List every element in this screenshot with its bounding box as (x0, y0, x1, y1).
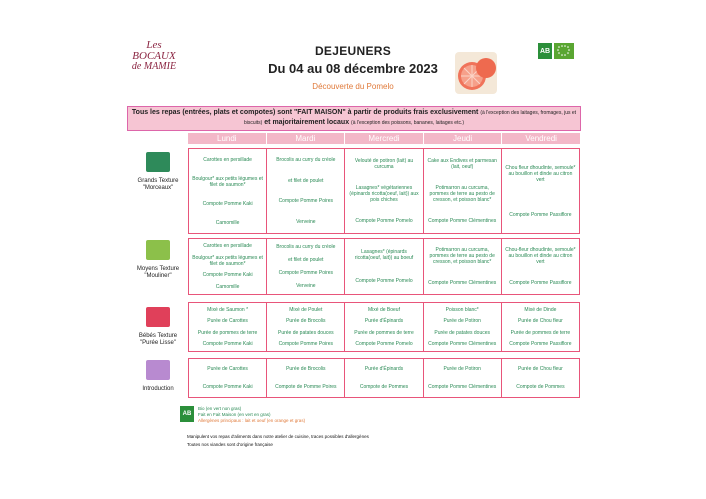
logo-line1: Les BOCAUX (132, 39, 176, 62)
menu-item-text: Potimarron au curcuma, pommes de terre au pesto de cresson, et poisson blanc* (429, 184, 495, 203)
menu-row-moyens (188, 238, 580, 295)
menu-item-text: Purée de Brocolis (286, 318, 326, 325)
menu-cell (267, 149, 345, 233)
menu-item-text: Purée de Chou fleur (518, 318, 563, 325)
menu-item-text: Purée d'Épinards (364, 366, 404, 372)
menu-cell (189, 359, 267, 397)
menu-item-text: Chou fleur dhoudinte, semoule* au bouillon et dinde au citron vert (505, 164, 576, 183)
menu-item-text: Compote Pomme Poires (278, 270, 334, 277)
menu-cell (424, 303, 502, 351)
organic-logos (538, 43, 574, 59)
menu-item-text: Compote Pomme Pomelo (355, 278, 413, 285)
menu-cell (267, 303, 345, 351)
menu-item-text: Compote Pomme Clémentines (428, 218, 497, 225)
menu-item-text: Compote de Pommes (516, 384, 565, 390)
menu-cell (502, 149, 579, 233)
menu-item-text: Compote de Pommes (359, 384, 409, 390)
banner-text-4: (à l'exception des poissons, bananes, laitages etc.) (351, 120, 465, 126)
menu-cell (345, 149, 423, 233)
menu-item-text: Compote Pomme Clémentines (428, 279, 497, 286)
menu-item-text: Purée de Potiron (443, 318, 481, 325)
menu-item-text: Purée de pommes de terre (354, 329, 414, 336)
menu-cell (267, 239, 345, 294)
legend (198, 406, 305, 424)
day-monday: Lundi (188, 133, 266, 144)
page-title: DEJEUNERS (314, 44, 392, 58)
menu-item-text: Chou-fleur dhoudinte, semoule* au bouillon et dinde au citron vert (505, 247, 576, 266)
menu-item-text: Compote Pomme Kaki (202, 384, 253, 390)
menu-cell (189, 239, 267, 294)
menu-item-text: et filet de poulet (288, 256, 324, 263)
menu-item-text: Boulgour* aux petits légumes et filet de saumon* (192, 175, 263, 188)
footer-line2: Toutes nos viandes sont d'origine française (187, 442, 273, 447)
menu-item-text: Purée de pommes de terre (197, 329, 258, 336)
menu-item-text: Compote de Pomme Poires (275, 384, 337, 390)
menu-item-text: Lasagnes* (épinards ricotta(oeuf, lait)) au boeuf (354, 248, 414, 261)
menu-item-text: Camomille (215, 219, 240, 226)
menu-item-text: Purée de Carottes (207, 318, 248, 325)
menu-item-text: Mixé de Dinde (524, 306, 557, 313)
menu-item-text: Purée de patates douces (278, 329, 334, 336)
page-title-block (250, 44, 456, 91)
menu-item-text: Brocolis au curry du créole (276, 243, 336, 250)
menu-item-text: Purée de Carottes (207, 366, 248, 372)
menu-cell (424, 239, 502, 294)
menu-item-text: Velouté de potiron (lait) au curcuma (354, 157, 414, 170)
jar-thumbnail-icon (146, 240, 170, 260)
menu-item-text: Cake aux Endives et parmesan (lait, oeuf) (427, 157, 497, 170)
menu-item-text: Verveine (296, 283, 316, 290)
day-tuesday: Mardi (267, 133, 345, 144)
menu-row-bebes (188, 302, 580, 352)
menu-item-text: Purée de patates douces (434, 329, 491, 336)
footer-line1: Manipulent vos repas d'aliments dans notre atelier de cuisine, traces possibles d'allergènes (187, 434, 369, 439)
eu-organic-leaf-icon (554, 43, 574, 59)
menu-item-text: Lasagnes* végétariennes (épinards ricotta(oeuf, lait)) aux pois chiches (349, 184, 419, 203)
menu-cell (267, 359, 345, 397)
logo-line2: de MAMIE (131, 61, 177, 72)
jar-thumbnail-icon (146, 152, 170, 172)
menu-item-text: Compote Pomme Clémentines (428, 384, 497, 390)
menu-item-text: Carottes en persillade (203, 156, 252, 163)
legend-bio: Bio (en vert non gras) (198, 406, 242, 411)
menu-item-text: Compote Pomme Pomelo (355, 218, 413, 225)
menu-item-text: Mixé de Boeuf (368, 306, 400, 313)
menu-item-text: Purée de Chou fleur (518, 366, 563, 372)
legend-allergenes: Allergènes principaux : lait et oeuf (en orange et gras) (198, 418, 306, 423)
menu-item-text: Potimarron au curcuma, pommes de terre au pesto de cresson, et poisson blanc* (429, 247, 495, 266)
row-label-moyens: Moyens Texture "Mouliner" (130, 240, 186, 280)
menu-item-text: Purée de Brocolis (286, 366, 326, 372)
jar-thumbnail-icon (146, 360, 170, 380)
footer-notes (187, 433, 369, 449)
menu-cell (424, 149, 502, 233)
menu-item-text: Compote Pomme Passiflore (509, 211, 572, 218)
menu-item-text: Compote Pomme Poires (278, 341, 334, 348)
ab-organic-icon: AB (538, 43, 552, 59)
day-header-row (188, 133, 580, 144)
banner-text-1: Tous les repas (entrées, plats et compotes) sont "FAIT MAISON" à partir de produits frais exclusivement (131, 109, 479, 116)
menu-item-text: Brocolis au curry du créole (276, 157, 336, 164)
menu-cell (345, 239, 423, 294)
menu-item-text: Camomille (215, 284, 240, 291)
legend-fait-maison: Fait en Fait Maison (en vert en gras) (198, 412, 271, 417)
menu-cell (502, 359, 579, 397)
theme-subtitle: Découverte du Pomelo (312, 82, 394, 91)
day-wednesday: Mercredi (345, 133, 423, 144)
menu-row-grands (188, 148, 580, 234)
menu-item-text: Compote Pomme Passiflore (509, 279, 572, 286)
day-friday: Vendredi (502, 133, 580, 144)
menu-cell (502, 303, 579, 351)
menu-item-text: Compote Pomme Kaki (202, 341, 253, 348)
menu-item-text: Verveine (296, 218, 316, 225)
grapefruit-image (455, 52, 497, 94)
menu-cell (345, 303, 423, 351)
menu-cell (345, 359, 423, 397)
fait-maison-banner (127, 106, 581, 131)
jar-thumbnail-icon (146, 307, 170, 327)
menu-cell (189, 149, 267, 233)
menu-cell (189, 303, 267, 351)
menu-item-text: Mixé de Saumon * (207, 306, 249, 313)
brand-logo (126, 40, 182, 72)
menu-item-text: Compote Pomme Kaki (202, 272, 253, 279)
date-range: Du 04 au 08 décembre 2023 (268, 61, 438, 76)
menu-item-text: Boulgour* aux petits légumes et filet de saumon* (192, 254, 263, 267)
menu-cell (424, 359, 502, 397)
menu-item-text: Compote Pomme Kaki (202, 200, 253, 207)
menu-item-text: Purée d'Épinards (364, 318, 404, 325)
menu-item-text: Purée de pommes de terre (510, 329, 571, 336)
menu-item-text: Compote Pomme Poires (278, 198, 334, 205)
ab-legend-icon: AB (180, 406, 194, 422)
row-label-bebes: Bébés Texture "Purée Lisse" (130, 307, 186, 347)
menu-item-text: et filet de poulet (288, 177, 324, 184)
menu-item-text: Purée de Potiron (443, 366, 481, 372)
menu-item-text: Carottes en persillade (203, 242, 252, 249)
menu-item-text: Mixé de Poulet (289, 306, 323, 313)
day-thursday: Jeudi (424, 133, 502, 144)
menu-item-text: Compote Pomme Pomelo (355, 341, 413, 348)
banner-text-2: (à l'exception des laitages, fromages, jus et biscuits) (243, 110, 577, 126)
menu-row-introduction (188, 358, 580, 398)
menu-cell (502, 239, 579, 294)
banner-text-3: et majoritairement locaux (264, 119, 350, 126)
menu-item-text: Compote Pomme Clémentines (428, 341, 497, 348)
row-label-introduction: Introduction (130, 360, 186, 393)
row-label-grands: Grands Texture "Morceaux" (130, 152, 186, 192)
menu-item-text: Poisson blanc* (445, 306, 479, 313)
menu-item-text: Compote Pomme Passiflore (509, 341, 572, 348)
